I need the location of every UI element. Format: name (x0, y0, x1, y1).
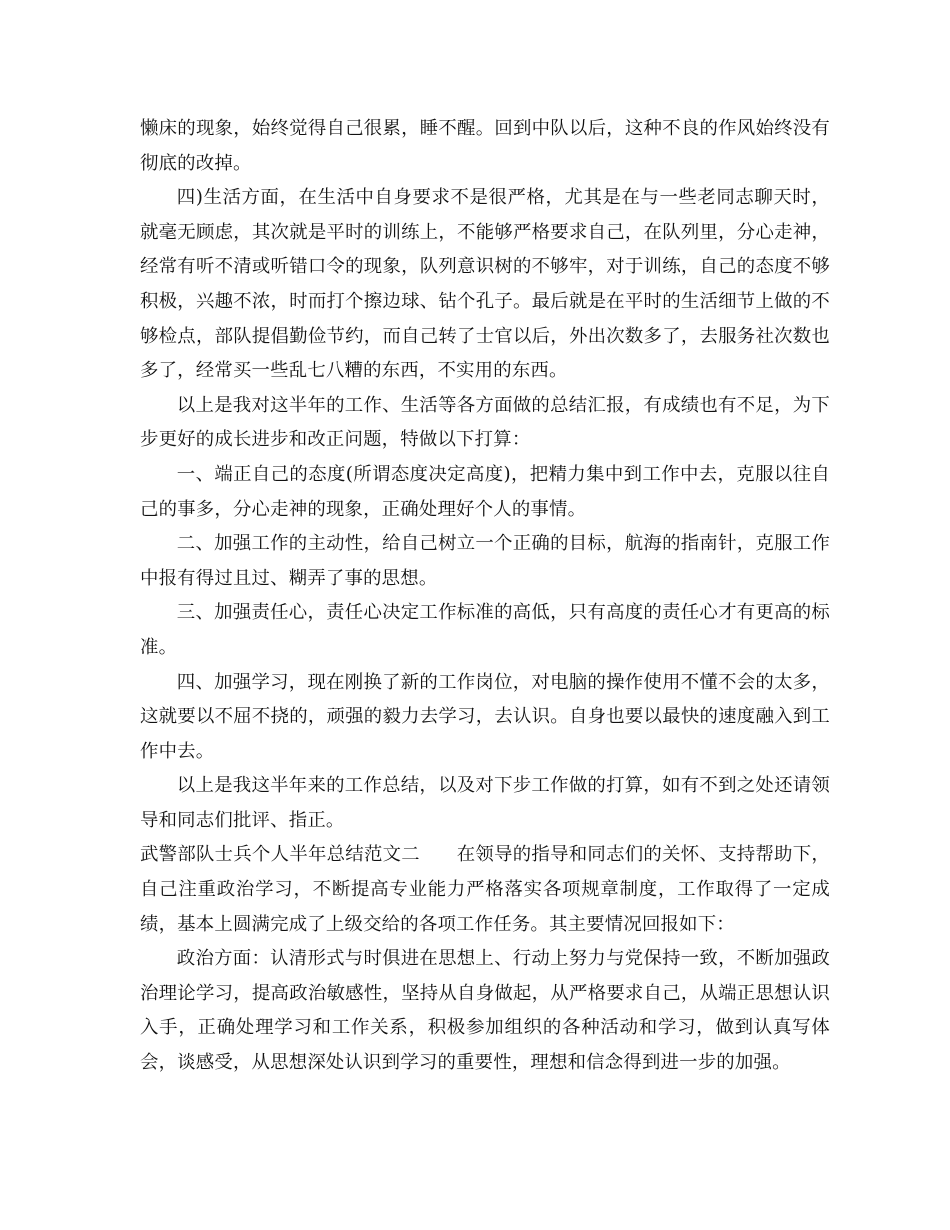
document-body (140, 112, 830, 1081)
paragraph-7: 四、加强学习，现在刚换了新的工作岗位，对电脑的操作使用不懂不会的太多，这就要以不屈不挠的，顽强的毅力去学习，去认识。自身也要以最快的速度融入到工作中去。 (140, 671, 830, 762)
paragraph-5: 二、加强工作的主动性，给自己树立一个正确的目标，航海的指南针，克服工作中报有得过且过、糊弄了事的思想。 (140, 533, 830, 589)
section-title: 武警部队士兵个人半年总结范文二 (140, 844, 420, 866)
paragraph-6: 三、加强责任心，责任心决定工作标准的高低，只有高度的责任心才有更高的标准。 (140, 602, 830, 658)
paragraph-1: 懒床的现象，始终觉得自己很累，睡不醒。回到中队以后，这种不良的作风始终没有彻底的改掉。 (140, 118, 830, 174)
paragraph-2: 四)生活方面，在生活中自身要求不是很严格，尤其是在与一些老同志聊天时，就毫无顾虑，其次就是平时的训练上，不能够严格要求自己，在队列里，分心走神，经常有听不清或听错口令的现象，队列意识树的不够牢，对于训练，自己的态度不够积极，兴趣不浓，时而打个擦边球、钻个孔子。最后就是在平时的生活细节上做的不够检点，部队提倡勤俭节约，而自己转了士官以后，外出次数多了，去服务社次数也多了，经常买一些乱七八糟的东西，不实用的东西。 (140, 187, 830, 382)
section-heading-paragraph (140, 838, 830, 942)
section-intro: 在领导的指导和同志们的关怀、支持帮助下，自己注重政治学习，不断提高专业能力严格落实各项规章制度，工作取得了一定成绩，基本上圆满完成了上级交给的各项工作任务。其主要情况回报如下： (140, 844, 830, 935)
paragraph-8: 以上是我这半年来的工作总结，以及对下步工作做的打算，如有不到之处还请领导和同志们批评、指正。 (140, 775, 830, 831)
paragraph-3: 以上是我对这半年的工作、生活等各方面做的总结汇报，有成绩也有不足，为下步更好的成长进步和改正问题，特做以下打算： (140, 394, 830, 451)
paragraph-4: 一、端正自己的态度(所谓态度决定高度)，把精力集中到工作中去，克服以往自己的事多，分心走神的现象，正确处理好个人的事情。 (140, 463, 830, 520)
paragraph-politics: 政治方面：认清形式与时俱进在思想上、行动上努力与党保持一致，不断加强政治理论学习，提高政治敏感性，坚持从自身做起，从严格要求自己，从端正思想认识入手，正确处理学习和工作关系，积极参加组织的各种活动和学习，做到认真写体会，谈感受，从思想深处认识到学习的重要性，理想和信念得到进一步的加强。 (140, 948, 830, 1074)
